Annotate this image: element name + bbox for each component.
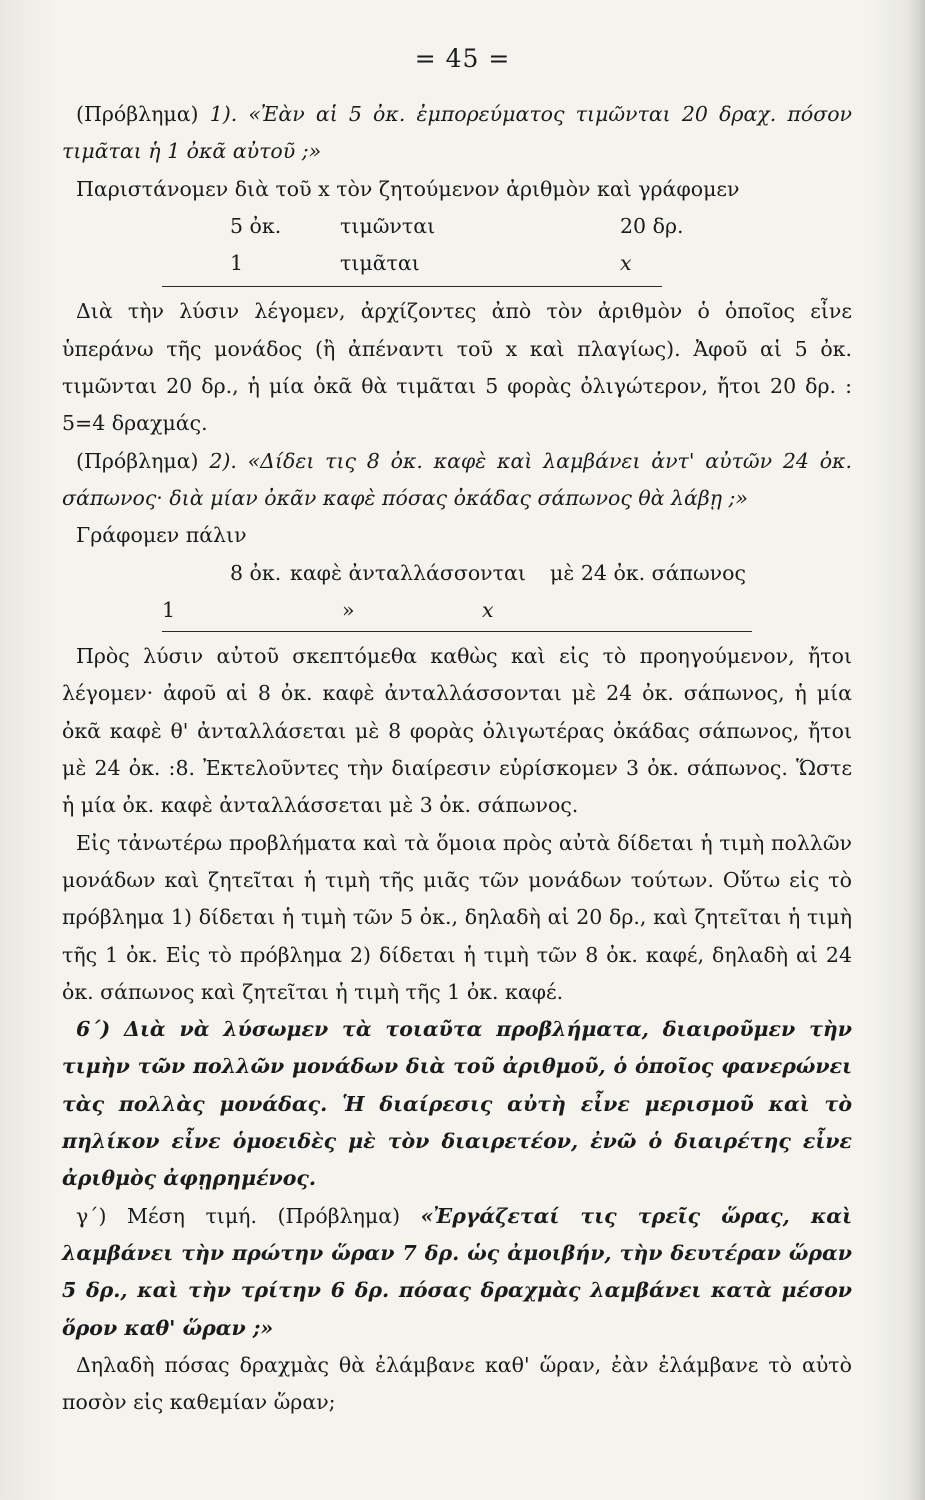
problem-1-text: 1). «Ἐὰν αἱ 5 ὀκ. ἐμπορεύματος τιμῶνται 20 δραχ. πόσον τιμᾶται ἡ 1 ὀκᾶ αὐτοῦ ;» bbox=[62, 102, 852, 164]
page-number: = 45 = bbox=[414, 44, 511, 73]
page-body bbox=[62, 96, 852, 1421]
example-cell: τιμῶνται bbox=[340, 213, 436, 238]
example-cell: 8 ὀκ. bbox=[230, 560, 282, 585]
example-1-row-2 bbox=[230, 245, 852, 282]
paragraph-solution-1: Διὰ τὴν λύσιν λέγομεν, ἀρχίζοντες ἀπὸ τὸν ἀριθμὸν ὁ ὁποῖος εἶνε ὑπεράνω τῆς μονάδος (ἢ ἀπέναντι τοῦ x καὶ πλαγίως). Ἀφοῦ αἱ 5 ὀκ. τιμῶνται 20 δρ., ἡ μία ὀκᾶ θὰ τιμᾶται 5 φορὰς ὀλιγώτερον, ἤτοι 20 δρ. : 5=4 δραχμάς. bbox=[62, 299, 852, 436]
rule-statement: 6΄) Διὰ νὰ λύσωμεν τὰ τοιαῦτα προβλήματα, διαιροῦμεν τὴν τιμὴν τῶν πολλῶν μονάδων διὰ τοῦ ἀριθμοῦ, ὁ ὁποῖος φανερώνει τὰς πολλὰς μονάδας. Ἡ διαίρεσις αὐτὴ εἶνε μερισμοῦ καὶ τὸ πηλίκον εἶνε ὁμοειδὲς μὲ τὸν διαιρετέον, ἐνῶ ὁ διαιρέτης εἶνε ἀριθμὸς ἀφῃρημένος. bbox=[62, 1017, 852, 1191]
problem-2-statement bbox=[62, 443, 852, 518]
divider-line bbox=[162, 631, 752, 632]
example-2-row-2 bbox=[162, 592, 852, 629]
example-cell: x bbox=[620, 251, 632, 276]
paragraph-notation: Παριστάνομεν διὰ τοῦ x τὸν ζητούμενον ἀριθμὸν καὶ γράφομεν bbox=[76, 176, 740, 201]
example-cell: 20 δρ. bbox=[620, 213, 684, 238]
example-cell: 1 bbox=[162, 597, 176, 622]
problem-1-statement bbox=[62, 96, 852, 171]
example-1-row-1 bbox=[230, 208, 852, 245]
example-cell: 5 ὀκ. bbox=[230, 213, 282, 238]
problem-mean-statement bbox=[62, 1198, 852, 1347]
paragraph-solution-2: Πρὸς λύσιν αὐτοῦ σκεπτόμεθα καθὼς καὶ εἰς τὸ προηγούμενον, ἤτοι λέγομεν· ἀφοῦ αἱ 8 ὀκ. καφὲ ἀνταλλάσσονται μὲ 24 ὀκ. σάπωνος, ἡ μία ὀκᾶ καφὲ θ' ἀνταλλάσεται μὲ 8 φορὰς ὀλιγωτέρας ὀκάδας σάπωνος, ἤτοι μὲ 24 ὀκ. :8. Ἐκτελοῦντες τὴν διαίρεσιν εὑρίσκομεν 3 ὀκ. σάπωνος. Ὥστε ἡ μία ὀκ. καφὲ ἀνταλλάσσεται μὲ 3 ὀκ. σάπωνος. bbox=[62, 644, 852, 818]
paragraph-clarification: Δηλαδὴ πόσας δραχμὰς θὰ ἐλάμβανε καθ' ὥραν, ἐὰν ἐλάμβανε τὸ αὐτὸ ποσὸν εἰς καθεμίαν ὥραν; bbox=[62, 1352, 852, 1415]
example-cell: 1 bbox=[230, 251, 244, 276]
example-cell: » bbox=[342, 597, 355, 622]
example-cell: μὲ 24 ὀκ. σάπωνος bbox=[550, 560, 746, 585]
paragraph-summary: Εἰς τἀνωτέρω προβλήματα καὶ τὰ ὅμοια πρὸς αὐτὰ δίδεται ἡ τιμὴ πολλῶν μονάδων καὶ ζητεῖται ἡ τιμὴ τῆς μιᾶς τῶν μονάδων τούτων. Οὕτω εἰς τὸ πρόβλημα 1) δίδεται ἡ τιμὴ τῶν 5 ὀκ., δηλαδὴ αἱ 20 δρ., καὶ ζητεῖται ἡ τιμὴ τῆς 1 ὀκ. Εἰς τὸ πρόβλημα 2) δίδεται ἡ τιμὴ τῶν 8 ὀκ. καφέ, δηλαδὴ αἱ 24 ὀκ. σάπωνος καὶ ζητεῖται ἡ τιμὴ τῆς 1 ὀκ. καφέ. bbox=[62, 830, 852, 1004]
mean-price-label: γ΄) Μέση τιμή. (Πρόβλημα) bbox=[76, 1203, 421, 1228]
example-cell: τιμᾶται bbox=[340, 251, 420, 276]
problem-2-text: 2). «Δίδει τις 8 ὀκ. καφὲ καὶ λαμβάνει ἀντ' αὐτῶν 24 ὀκ. σάπωνος· διὰ μίαν ὀκᾶν καφὲ πόσας ὀκάδας σάπωνος θὰ λάβῃ ;» bbox=[62, 448, 852, 510]
page-edge-shadow bbox=[907, 0, 925, 1500]
problem-1-label: (Πρόβλημα) bbox=[76, 102, 210, 126]
example-cell: καφὲ ἀνταλλάσσονται bbox=[290, 560, 526, 585]
mean-price-problem-text: «Ἐργάζεταί τις τρεῖς ὥρας, καὶ λαμβάνει τὴν πρώτην ὥραν 7 δρ. ὡς ἀμοιβήν, τὴν δευτέραν ὥραν 5 δρ., καὶ τὴν τρίτην 6 δρ. πόσας δραχμὰς λαμβάνει κατὰ μέσον ὅρον καθ' ὥραν ;» bbox=[62, 1203, 852, 1340]
example-cell: x bbox=[482, 597, 494, 622]
paragraph-write-again: Γράφομεν πάλιν bbox=[76, 523, 247, 548]
divider-line bbox=[162, 286, 662, 287]
problem-2-label: (Πρόβλημα) bbox=[76, 448, 210, 473]
example-2-row-1 bbox=[230, 555, 852, 592]
